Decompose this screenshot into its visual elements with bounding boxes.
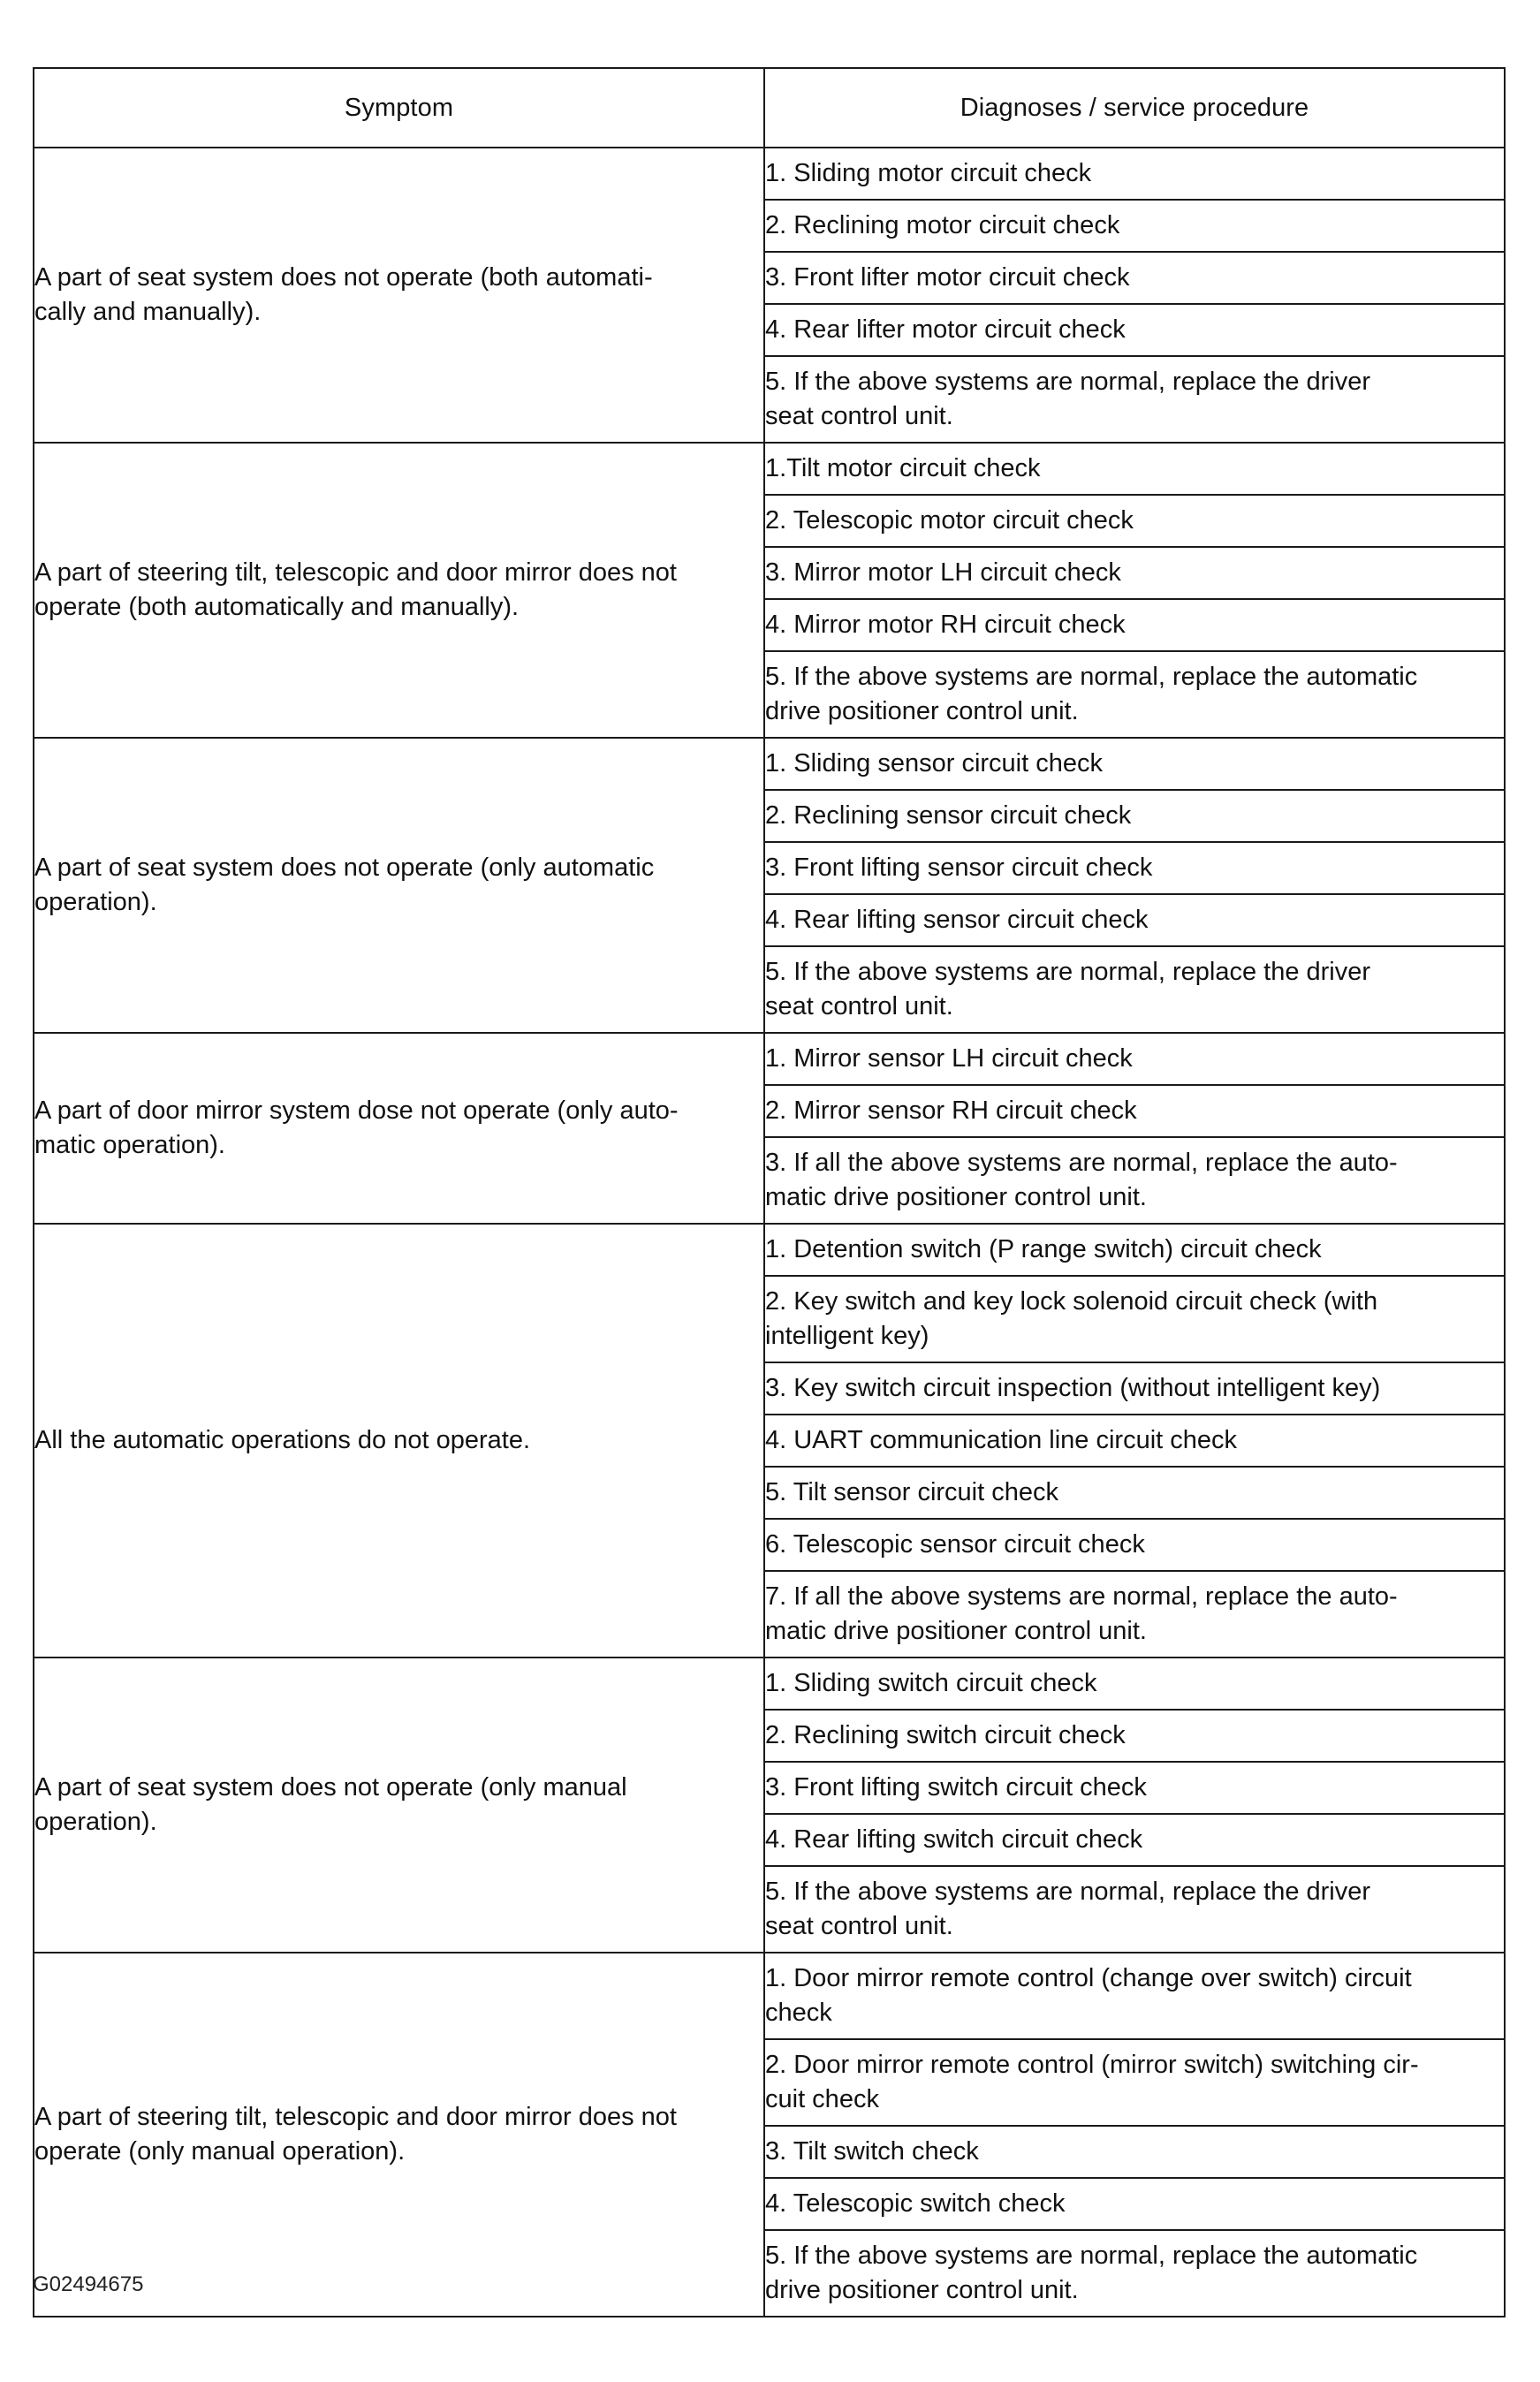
procedure-step-cell: 3. Front lifting switch circuit check [764, 1762, 1505, 1814]
procedure-step-cell: 1. Detention switch (P range switch) circuit check [764, 1224, 1505, 1276]
procedure-step-cell: 3. Front lifting sensor circuit check [764, 842, 1505, 894]
table-row [34, 1658, 1505, 1710]
procedure-step-cell: 3. Mirror motor LH circuit check [764, 547, 1505, 599]
table-row [34, 1224, 1505, 1276]
symptom-cell: A part of steering tilt, telescopic and door mirror does not operate (both automatically and manually). [34, 443, 764, 738]
figure-id: G02494675 [33, 2272, 144, 2296]
procedure-step-cell: 4. Rear lifting switch circuit check [764, 1814, 1505, 1866]
procedure-step-cell: 5. If the above systems are normal, replace the automatic drive positioner control unit. [764, 651, 1505, 738]
procedure-step-cell: 5. If the above systems are normal, replace the driver seat control unit. [764, 1866, 1505, 1953]
table-row [34, 1953, 1505, 2039]
procedure-header: Diagnoses / service procedure [764, 68, 1505, 148]
diagnosis-table [33, 67, 1506, 2318]
header-row [34, 68, 1505, 148]
table-row [34, 1033, 1505, 1085]
symptom-cell: A part of seat system does not operate (both automati- cally and manually). [34, 148, 764, 443]
procedure-step-cell: 1. Mirror sensor LH circuit check [764, 1033, 1505, 1085]
procedure-step-cell: 4. Telescopic switch check [764, 2178, 1505, 2230]
procedure-step-cell: 1. Door mirror remote control (change over switch) circuit check [764, 1953, 1505, 2039]
symptom-cell: A part of steering tilt, telescopic and door mirror does not operate (only manual operation). [34, 1953, 764, 2317]
procedure-step-cell: 4. UART communication line circuit check [764, 1415, 1505, 1467]
symptom-cell: A part of seat system does not operate (only manual operation). [34, 1658, 764, 1953]
procedure-step-cell: 3. Key switch circuit inspection (without intelligent key) [764, 1362, 1505, 1415]
procedure-step-cell: 2. Telescopic motor circuit check [764, 495, 1505, 547]
table-row [34, 443, 1505, 495]
symptom-cell: All the automatic operations do not operate. [34, 1224, 764, 1658]
procedure-step-cell: 7. If all the above systems are normal, replace the auto- matic drive positioner control unit. [764, 1571, 1505, 1658]
procedure-step-cell: 4. Rear lifter motor circuit check [764, 304, 1505, 356]
procedure-step-cell: 6. Telescopic sensor circuit check [764, 1519, 1505, 1571]
procedure-step-cell: 2. Reclining sensor circuit check [764, 790, 1505, 842]
procedure-step-cell: 2. Reclining motor circuit check [764, 200, 1505, 252]
procedure-step-cell: 2. Door mirror remote control (mirror switch) switching cir- cuit check [764, 2039, 1505, 2126]
procedure-step-cell: 3. If all the above systems are normal, replace the auto- matic drive positioner control unit. [764, 1137, 1505, 1224]
procedure-step-cell: 4. Rear lifting sensor circuit check [764, 894, 1505, 946]
symptom-cell: A part of door mirror system dose not operate (only auto- matic operation). [34, 1033, 764, 1224]
procedure-step-cell: 1. Sliding switch circuit check [764, 1658, 1505, 1710]
procedure-step-cell: 5. Tilt sensor circuit check [764, 1467, 1505, 1519]
procedure-step-cell: 2. Reclining switch circuit check [764, 1710, 1505, 1762]
procedure-step-cell: 3. Front lifter motor circuit check [764, 252, 1505, 304]
table-body [34, 148, 1505, 2317]
procedure-step-cell: 5. If the above systems are normal, replace the driver seat control unit. [764, 356, 1505, 443]
procedure-step-cell: 4. Mirror motor RH circuit check [764, 599, 1505, 651]
symptom-cell: A part of seat system does not operate (only automatic operation). [34, 738, 764, 1033]
procedure-step-cell: 5. If the above systems are normal, replace the driver seat control unit. [764, 946, 1505, 1033]
procedure-step-cell: 3. Tilt switch check [764, 2126, 1505, 2178]
symptom-header: Symptom [34, 68, 764, 148]
procedure-step-cell: 2. Key switch and key lock solenoid circuit check (with intelligent key) [764, 1276, 1505, 1362]
procedure-step-cell: 2. Mirror sensor RH circuit check [764, 1085, 1505, 1137]
procedure-step-cell: 5. If the above systems are normal, replace the automatic drive positioner control unit. [764, 2230, 1505, 2317]
table-row [34, 148, 1505, 200]
procedure-step-cell: 1.Tilt motor circuit check [764, 443, 1505, 495]
procedure-step-cell: 1. Sliding motor circuit check [764, 148, 1505, 200]
table-row [34, 738, 1505, 790]
procedure-step-cell: 1. Sliding sensor circuit check [764, 738, 1505, 790]
